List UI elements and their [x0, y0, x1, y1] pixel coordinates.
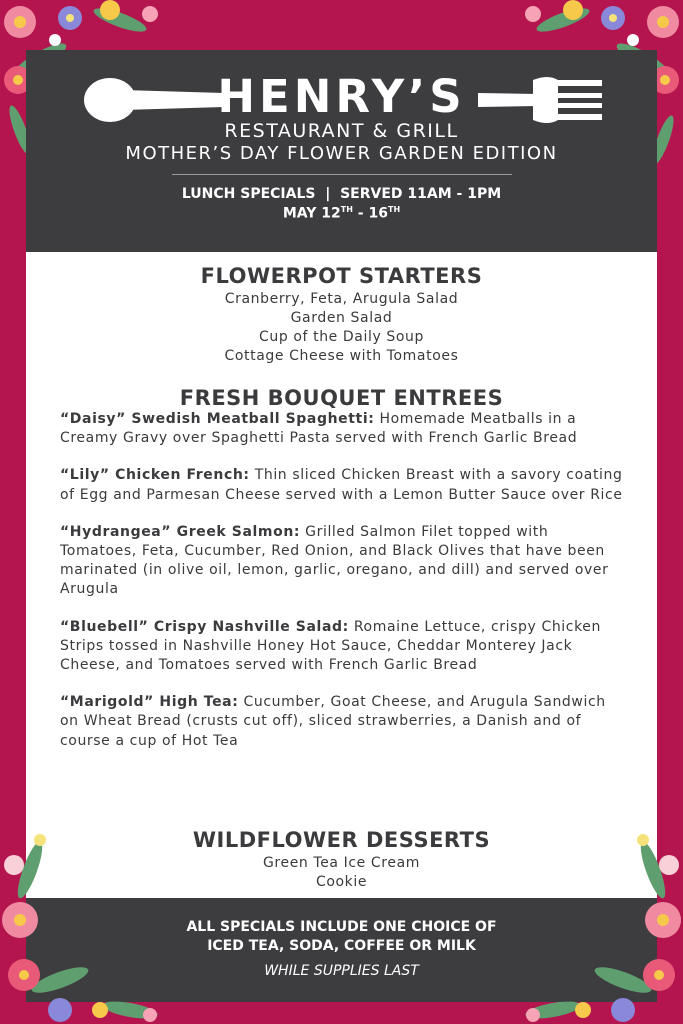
- entree-item: “Bluebell” Crispy Nashville Salad: Romaine Lettuce, crispy Chicken Strips tossed in Nashville Honey Hot Sauce, Cheddar Monterey Jack Cheese, and Tomatoes served with French Garlic Bread: [60, 618, 601, 674]
- date-range: MAY 12TH - 16TH: [282, 205, 401, 222]
- lunch-specials-line: LUNCH SPECIALS | SERVED 11AM - 1PM: [181, 186, 502, 202]
- starters-list: [26, 290, 657, 366]
- starters-section: [26, 264, 657, 366]
- list-item: Cup of the Daily Soup: [258, 329, 425, 345]
- supplies-note: WHILE SUPPLIES LAST: [264, 963, 419, 979]
- section-title-entrees: FRESH BOUQUET ENTREES: [179, 386, 504, 410]
- list-item: Green Tea Ice Cream: [262, 855, 420, 871]
- list-item: Garden Salad: [290, 310, 393, 326]
- footer-line-2: ICED TEA, SODA, COFFEE OR MILK: [207, 938, 476, 954]
- entree-item: “Daisy” Swedish Meatball Spaghetti: Homemade Meatballs in a Creamy Gravy over Spaghetti Pasta served with French Garlic Bread: [60, 411, 578, 447]
- edition-title: MOTHER’S DAY FLOWER GARDEN EDITION: [125, 143, 558, 164]
- restaurant-subtitle: RESTAURANT & GRILL: [224, 120, 459, 142]
- list-item: Cottage Cheese with Tomatoes: [224, 348, 459, 364]
- entree-item: “Marigold” High Tea: Cucumber, Goat Cheese, and Arugula Sandwich on Wheat Bread (crusts cut off), sliced strawberries, a Danish and of course a cup of Hot Tea: [60, 694, 606, 749]
- list-item: Cookie: [315, 874, 368, 890]
- section-title-desserts: WILDFLOWER DESSERTS: [192, 828, 491, 852]
- flower-cluster-bottom-right-icon: [493, 810, 683, 1024]
- menu-body: [26, 252, 657, 898]
- flower-cluster-bottom-left-icon: [0, 810, 190, 1024]
- entrees-section: [26, 386, 657, 751]
- entree-item: “Hydrangea” Greek Salmon: Grilled Salmon Filet topped with Tomatoes, Feta, Cucumber, Red Onion, and Black Olives that have been marinated (in olive oil, lemon, garlic, oregano, and dill) and served over Arugula: [60, 523, 609, 598]
- footer-line-1: ALL SPECIALS INCLUDE ONE CHOICE OF: [186, 919, 497, 935]
- header-divider: [172, 174, 512, 175]
- section-title-starters: FLOWERPOT STARTERS: [200, 264, 483, 288]
- restaurant-name: HENRY’S: [217, 70, 466, 123]
- entree-item: “Lily” Chicken French: Thin sliced Chicken Breast with a savory coating of Egg and Parmesan Cheese served with a Lemon Butter Sauce over Rice: [60, 467, 623, 503]
- header-panel: [26, 50, 657, 252]
- fork-icon: [478, 74, 602, 126]
- list-item: Cranberry, Feta, Arugula Salad: [224, 291, 459, 307]
